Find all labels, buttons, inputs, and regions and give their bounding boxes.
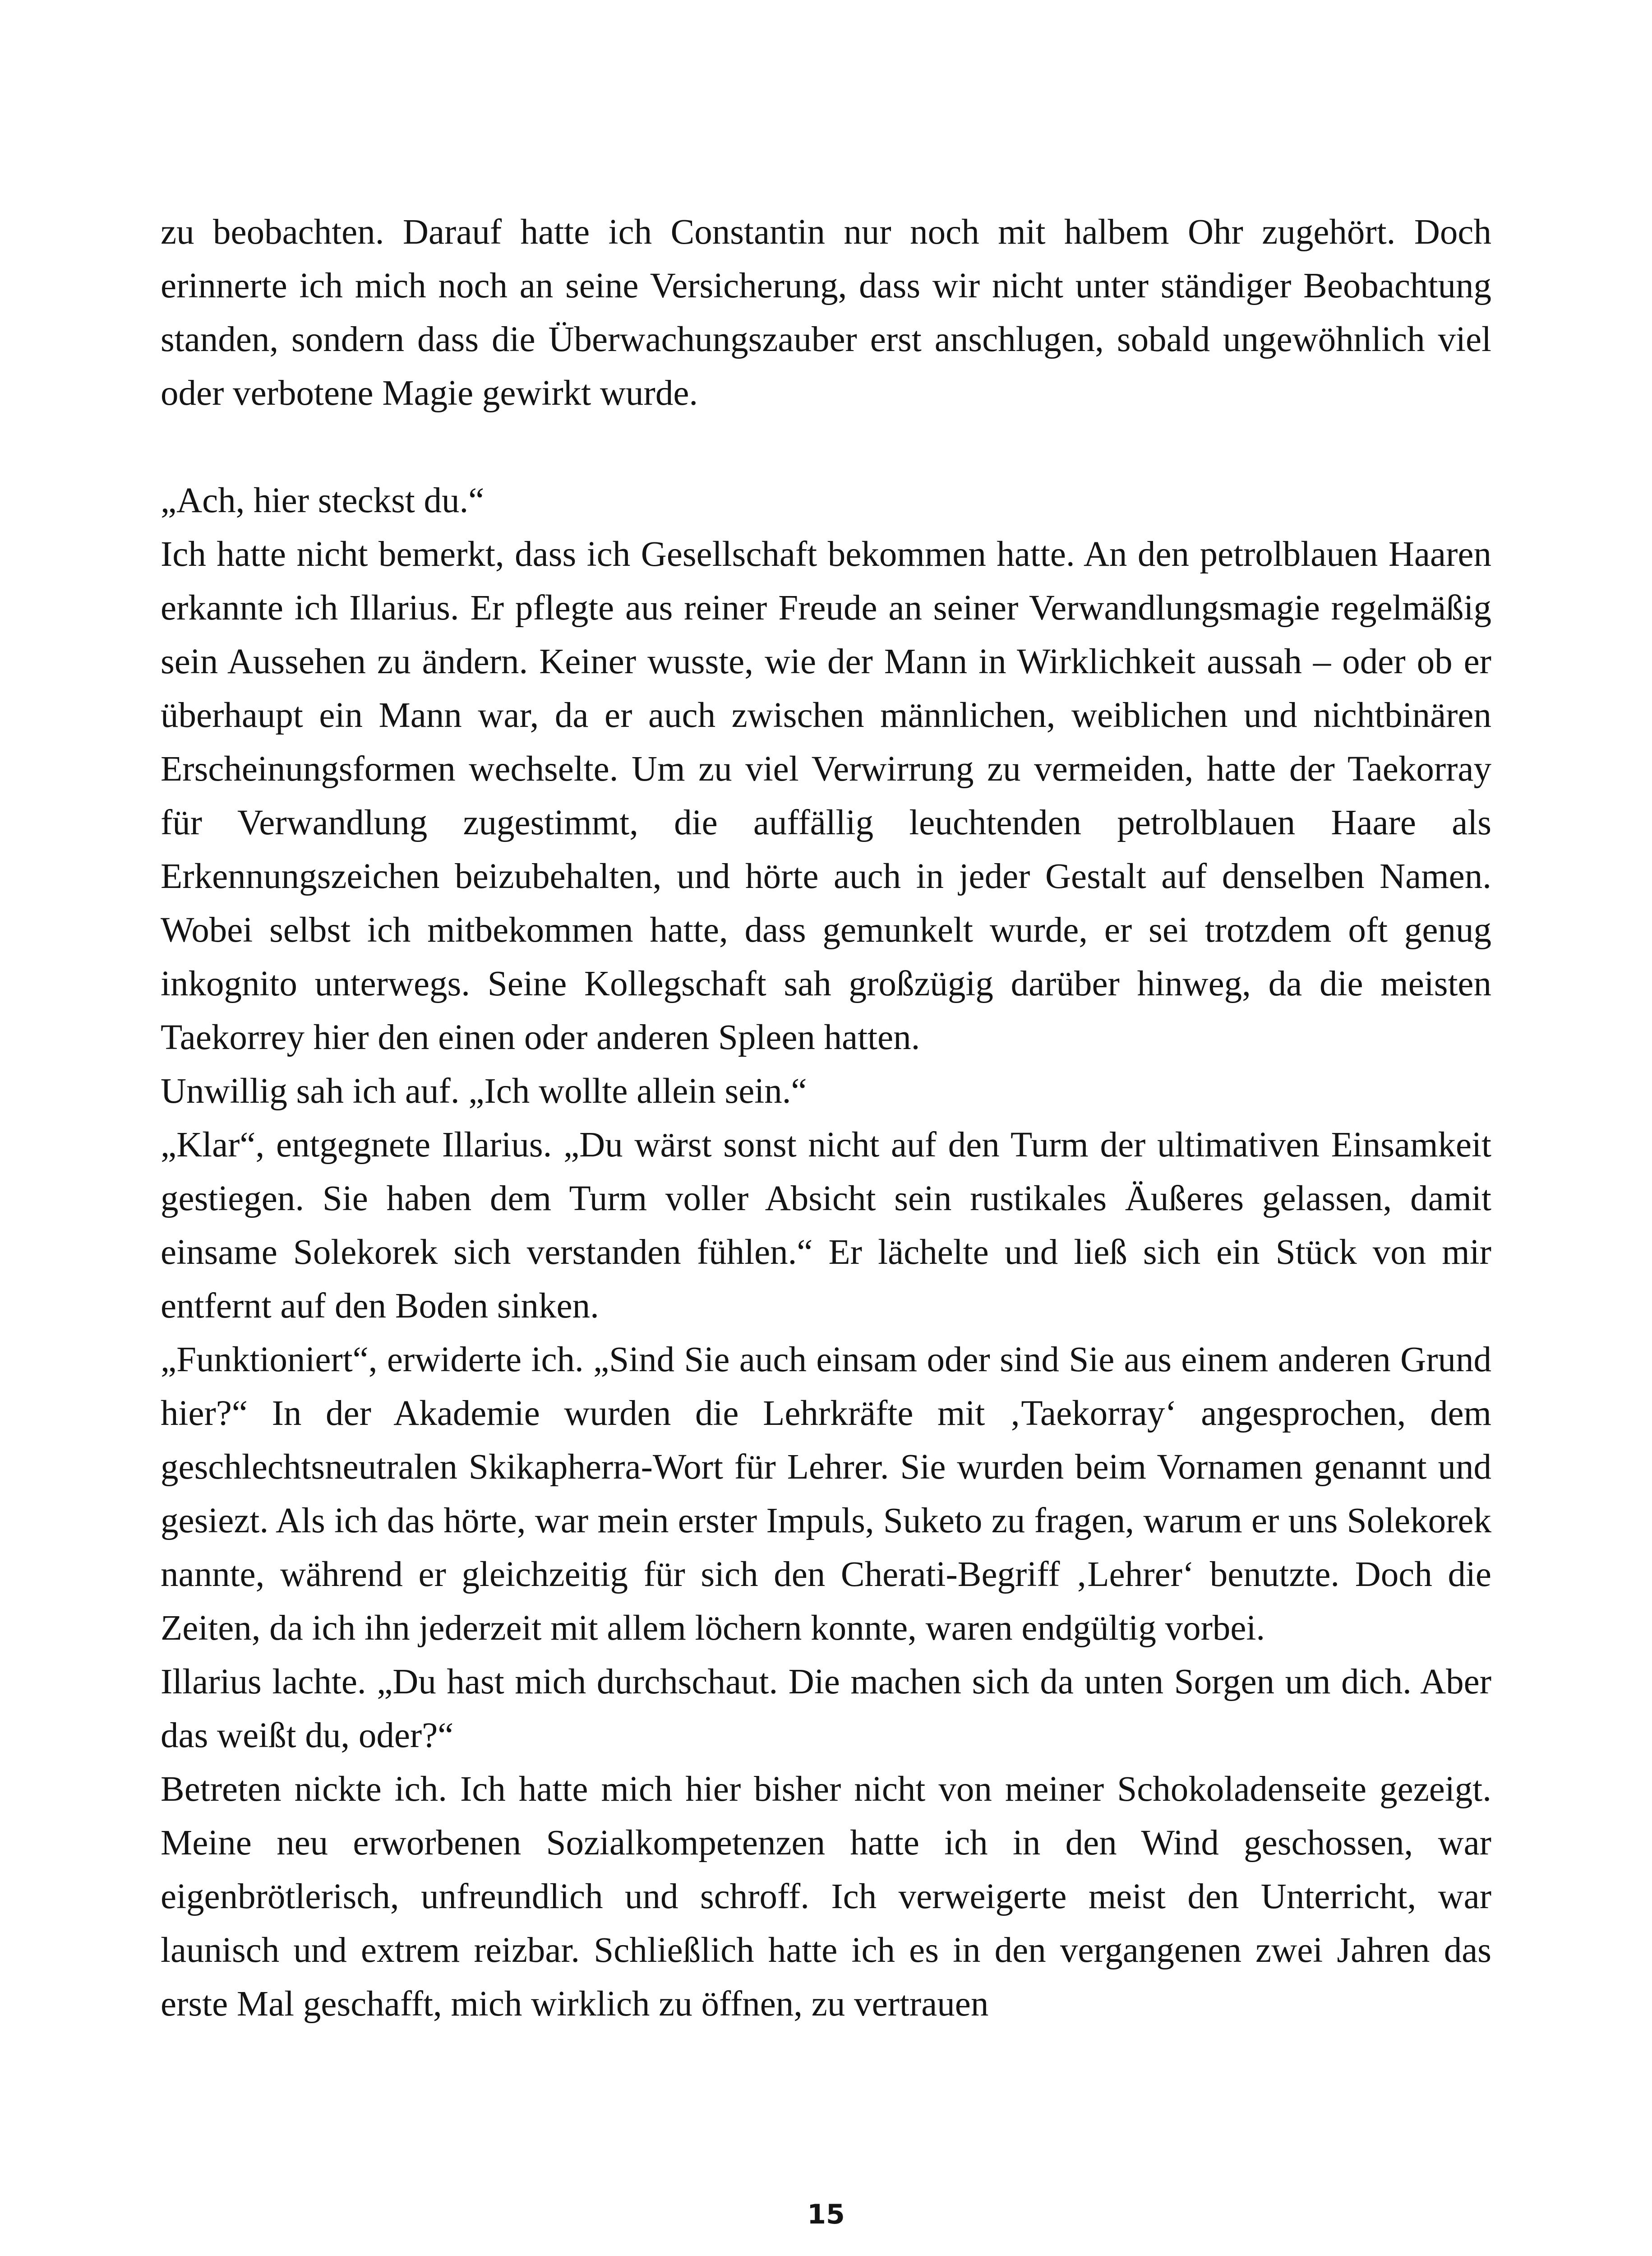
paragraph-5: „Klar“, entgegnete Illarius. „Du wärst sonst nicht auf den Turm der ultimativen Einsamkeit gestiegen. Sie haben dem Turm voller Absicht sein rustikales Äußeres gelassen, damit einsame Solekorek sich verstanden fühlen.“ Er lächelte und ließ sich ein Stück von mir entfernt auf den Boden sinken.	[161, 1125, 1491, 1326]
paragraph-7: Illarius lachte. „Du hast mich durchschaut. Die machen sich da unten Sorgen um dich. Aber das weißt du, oder?“	[161, 1662, 1491, 1755]
paragraph-2: „Ach, hier steckst du.“	[161, 481, 485, 520]
paragraph-1: zu beobachten. Darauf hatte ich Constantin nur noch mit halbem Ohr zugehört. Doch erinnerte ich mich noch an seine Versicherung, dass wir nicht unter ständiger Beobachtung standen, sondern dass die Überwachungszauber erst anschlugen, sobald ungewöhnlich viel oder verbotene Magie gewirkt wurde.	[161, 213, 1491, 413]
paragraph-6: „Funktioniert“, erwiderte ich. „Sind Sie auch einsam oder sind Sie aus einem anderen Grund hier?“ In der Akademie wurden die Lehrkräfte mit ‚Taekorray‘ angesprochen, dem geschlechtsneutralen Skikapherra-Wort für Lehrer. Sie wurden beim Vornamen genannt und gesiezt. Als ich das hörte, war mein erster Impuls, Suketo zu fragen, warum er uns Solekorek nannte, während er gleichzeitig für sich den Cherati-Begriff ‚Lehrer‘ benutzte. Doch die Zeiten, da ich ihn jederzeit mit allem löchern konnte, waren endgültig vorbei.	[161, 1340, 1491, 1648]
body-text	[161, 205, 1491, 2031]
paragraph-3: Ich hatte nicht bemerkt, dass ich Gesellschaft bekommen hatte. An den petrolblauen Haaren erkannte ich Illarius. Er pflegte aus reiner Freude an seiner Verwandlungsmagie regelmäßig sein Aussehen zu ändern. Keiner wusste, wie der Mann in Wirklichkeit aussah – oder ob er überhaupt ein Mann war, da er auch zwischen männlichen, weiblichen und nichtbinären Erscheinungsformen wechselte. Um zu viel Verwirrung zu vermeiden, hatte der Taekorray für Verwandlung zugestimmt, die auffällig leuchtenden petrolblauen Haare als Erkennungszeichen beizubehalten, und hörte auch in jeder Gestalt auf denselben Namen. Wobei selbst ich mitbekommen hatte, dass gemunkelt wurde, er sei trotzdem oft genug inkognito unterwegs. Seine Kollegschaft sah großzügig darüber hinweg, da die meisten Taekorrey hier den einen oder anderen Spleen hatten.	[161, 535, 1491, 1057]
paragraph-8: Betreten nickte ich. Ich hatte mich hier bisher nicht von meiner Schokoladenseite gezeigt. Meine neu erworbenen Sozialkompetenzen hatte ich in den Wind geschossen, war eigenbrötlerisch, unfreundlich und schroff. Ich verweigerte meist den Unterricht, war launisch und extrem reizbar. Schließlich hatte ich es in den vergangenen zwei Jahren das erste Mal geschafft, mich wirklich zu öffnen, zu vertrauen	[161, 1770, 1491, 2024]
paragraph-4: Unwillig sah ich auf. „Ich wollte allein sein.“	[161, 1072, 807, 1111]
page-number: 15	[807, 2199, 845, 2230]
